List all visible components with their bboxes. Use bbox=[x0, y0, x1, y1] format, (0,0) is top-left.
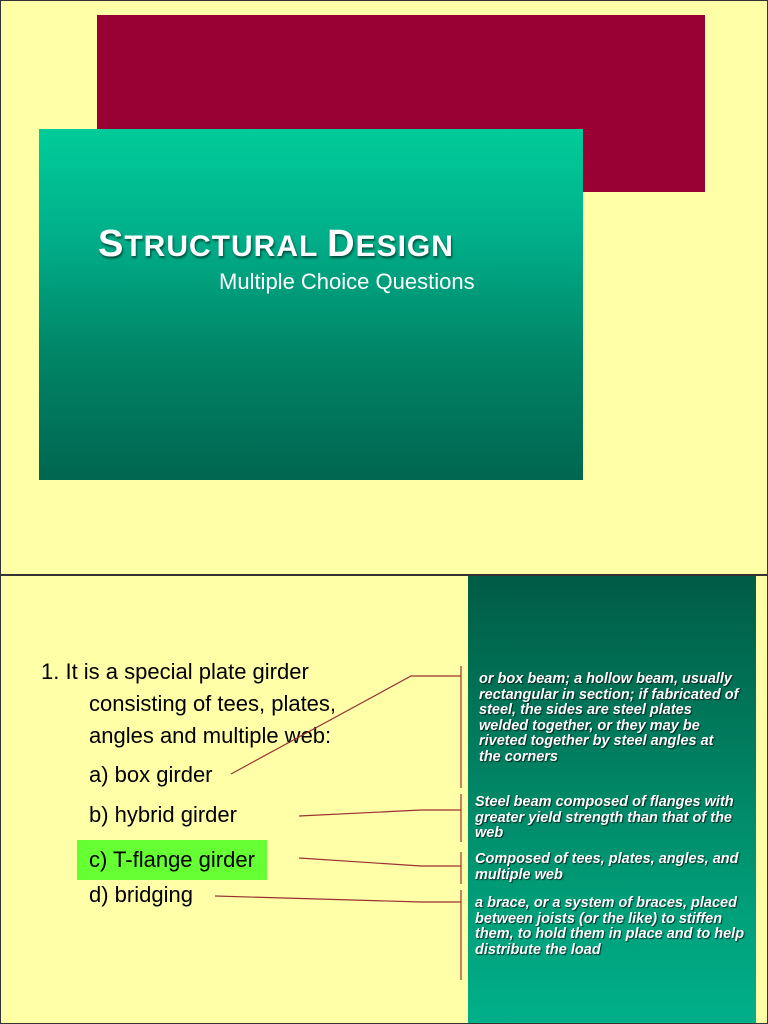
question-line-3: angles and multiple web: bbox=[89, 723, 332, 748]
title-word2-rest: ESIGN bbox=[355, 230, 454, 263]
connector-a bbox=[231, 676, 461, 774]
definition-t-flange-girder: Composed of tees, plates, angles, and multiple web bbox=[475, 851, 739, 883]
slide-subtitle: Multiple Choice Questions bbox=[219, 269, 475, 294]
definition-box-girder: or box beam; a hollow beam, usually rectangular in section; if fabricated of steel, the sides are steel plates welded together, or they may be riveted together by steel angles at the corners bbox=[479, 671, 739, 765]
option-b[interactable]: b) hybrid girder bbox=[89, 802, 237, 827]
definition-hybrid-girder: Steel beam composed of flanges with greater yield strength than that of the web bbox=[475, 794, 734, 841]
option-d[interactable]: d) bridging bbox=[89, 882, 193, 907]
question-line-2: consisting of tees, plates, bbox=[89, 691, 337, 716]
question-slide bbox=[0, 575, 768, 1024]
slide-title bbox=[98, 223, 454, 266]
connector-b bbox=[299, 810, 461, 816]
title-word1-rest: TRUCTURAL bbox=[124, 230, 328, 263]
teal-title-box bbox=[39, 129, 583, 480]
connector-c bbox=[299, 858, 461, 866]
option-c-correct-answer[interactable]: c) T-flange girder bbox=[77, 840, 267, 880]
title-initial-d: D bbox=[327, 223, 356, 265]
definition-bridging: a brace, or a system of braces, placed between joists (or the like) to stiffen them, to hold them in place and to help distribute the load bbox=[475, 895, 745, 958]
option-a[interactable]: a) box girder bbox=[89, 762, 213, 787]
title-initial-s: S bbox=[98, 223, 125, 265]
question-line-1: 1. It is a special plate girder bbox=[41, 659, 309, 684]
connector-d bbox=[215, 896, 461, 902]
